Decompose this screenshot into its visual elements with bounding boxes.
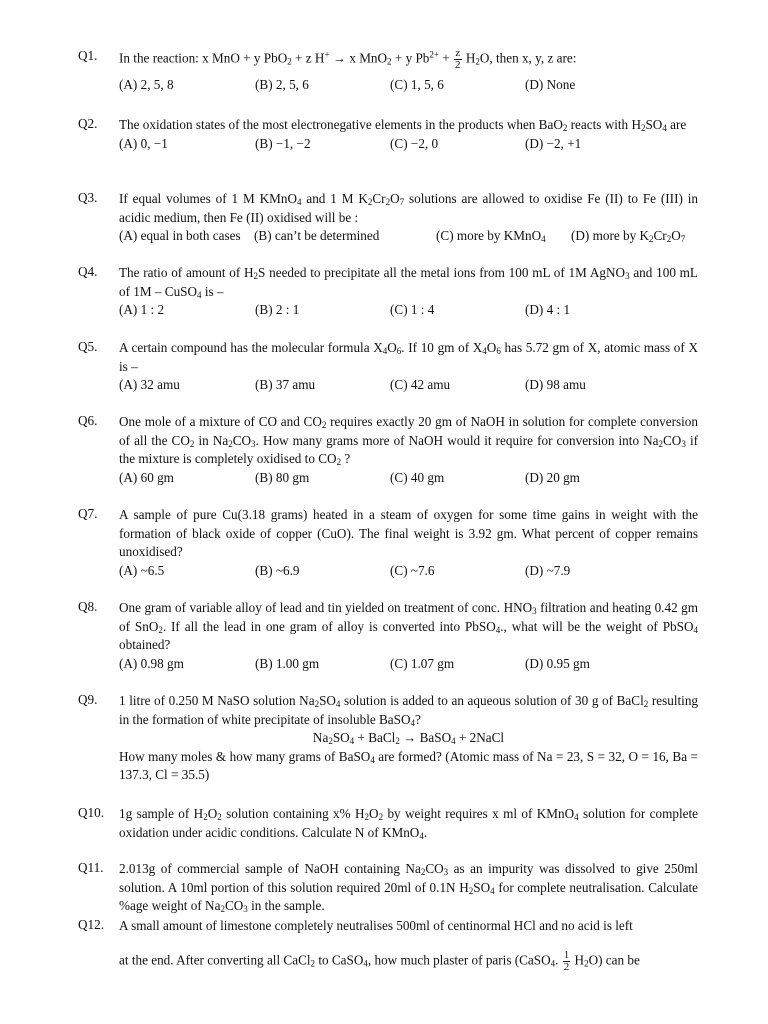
question-text: If equal volumes of 1 M KMnO$_4$ and 1 M $K_2Cr_2O_7$ solutions are allowed to oxidise Fe (II) to Fe (III) in acidic medium, then Fe (II) oxidised will be : [119,191,698,225]
question-text: One gram of variable alloy of lead and tin yielded on treatment of conc. $HNO_3$ filtration and heating 0.42 gm of SnO$_2$. If all the lead in one gram of alloy is converted into PbSO$_4$., what will be the weight of PbSO$_4$ obtained? [119,600,699,652]
option-c[interactable]: (C) 1 : 4 [390,302,435,317]
question-number: Q2. [78,116,98,131]
option-b[interactable]: (B) 1.00 gm [255,655,320,671]
option-c[interactable]: (C) 1, 5, 6 [390,77,444,92]
reaction-arrow-icon: → [403,730,417,745]
question-number: Q8. [78,599,98,614]
option-a[interactable]: (A) ~6.5 [119,562,165,578]
question-number: Q9. [78,692,98,707]
option-c[interactable]: (C) 40 gm [390,469,445,485]
question-2 [78,116,698,153]
option-c[interactable]: (C) 1.07 gm [390,655,455,671]
option-a[interactable]: (A) 2, 5, 8 [119,77,174,92]
question-number: Q6. [78,413,98,428]
question-number: Q10. [78,805,105,820]
question-text-continued: How many moles & how many grams of BaSO$_4$ are formed? (Atomic mass of Na = 23, S = 32, O = 16, Ba = 137.3, Cl = 35.5) [119,748,698,782]
options-row [119,76,698,94]
option-c[interactable]: (C) −2, 0 [390,135,439,151]
question-number: Q11. [78,860,104,875]
option-d[interactable]: (D) more by $K_2Cr_2O_7$ [571,228,686,244]
question-number: Q12. [78,917,105,932]
question-text-continued: at the end. After converting all CaCl$_2$ to CaSO$_4$, how much plaster of paris (CaSO$_4$. $\frac{1}{2}$ $H_2O$) can be [119,948,640,973]
option-c[interactable]: (C) more by KMnO$_4$ [436,228,546,244]
question-text: In the reaction: x MnO + y PbO$_2$ + z H+ → x MnO$_2$ + y $Pb^{2+}$ + $\frac{z}{2}$ $H_2O$, then x, y, z are: [119,47,577,71]
question-6 [78,413,698,487]
question-11 [78,860,698,916]
options-row [119,227,698,245]
option-a[interactable]: (A) equal in both cases [119,228,241,243]
reaction-equation: $Na_2SO_4$ + BaCl$_2$ → BaSO$_4$ + 2NaCl [312,730,505,746]
option-a[interactable]: (A) 32 amu [119,377,180,392]
question-text: A certain compound has the molecular formula $X_4O_6$. If 10 gm of $X_4O_6$ has 5.72 gm of X, atomic mass of X is – [119,340,698,374]
option-d[interactable]: (D) ~7.9 [525,562,571,578]
option-a[interactable]: (A) 0.98 gm [119,655,184,671]
option-c[interactable]: (C) 42 amu [390,377,451,392]
option-b[interactable]: (B) 80 gm [255,469,310,485]
option-d[interactable]: (D) 20 gm [525,469,580,485]
question-10 [78,805,698,842]
question-number: Q1. [78,48,98,63]
option-b[interactable]: (B) 37 amu [255,377,316,392]
question-number: Q7. [78,506,98,521]
question-text: The ratio of amount of $H_2S$ needed to precipitate all the metal ions from 100 mL of 1M AgNO$_3$ and 100 mL of 1M – CuSO$_4$ is – [119,265,698,300]
option-d[interactable]: (D) 98 amu [525,377,586,392]
options-row [119,562,698,580]
question-8 [78,599,698,673]
options-row [119,376,698,394]
question-5 [78,339,698,394]
option-d[interactable]: (D) None [525,77,576,92]
option-a[interactable]: (A) 60 gm [119,469,174,485]
question-text: The oxidation states of the most electronegative elements in the products when BaO$_2$ reacts with $H_2SO_4$ are [119,117,687,133]
option-a[interactable]: (A) 1 : 2 [119,302,165,317]
question-text: 1g sample of $H_2O_2$ solution containing x% $H_2O_2$ by weight requires x ml of KMnO$_4$ solution for complete oxidation under acidic conditions. Calculate N of KMnO$_4$. [119,806,698,841]
option-b[interactable]: (B) ~6.9 [255,562,300,578]
question-number: Q4. [78,264,98,279]
fraction-z-over-2: $\frac{z}{2}$ [455,47,461,71]
question-number: Q5. [78,339,98,354]
options-row [119,135,698,153]
question-text: 1 litre of 0.250 M NaSO solution $Na_2SO_4$ solution is added to an aqueous solution of 30 g of BaCl$_2$ resulting in the formation of white precipitate of insoluble BaSO$_4$? [119,693,699,728]
option-d[interactable]: (D) 4 : 1 [525,302,571,317]
option-b[interactable]: (B) can’t be determined [254,228,380,243]
question-text: A sample of pure Cu(3.18 grams) heated in a steam of oxygen for some time gains in weight with the formation of black oxide of copper (CuO). The final weight is 3.92 gm. What percent of copper remains unoxidised? [119,507,698,559]
question-1 [78,48,698,94]
option-b[interactable]: (B) 2 : 1 [255,302,300,317]
option-d[interactable]: (D) 0.95 gm [525,655,590,671]
question-7 [78,506,698,580]
question-text: One mole of a mixture of CO and $CO_2$ requires exactly 20 gm of NaOH in solution for complete conversion of all the $CO_2$ in $Na_2CO_3$. How many grams more of NaOH would it require for conversion into $Na_2CO_3$ if the mixture is completely oxidised to $CO_2$ ? [119,414,698,467]
option-a[interactable]: (A) 0, −1 [119,135,168,151]
option-b[interactable]: (B) −1, −2 [255,135,311,151]
options-row [119,469,698,487]
options-row [119,655,698,673]
question-text: 2.013g of commercial sample of NaOH containing $Na_2CO_3$ as an impurity was dissolved to give 250ml solution. A 10ml portion of this solution required 20ml of 0.1N $H_2SO_4$ for complete neutralisation. Calculate %age weight of $Na_2CO_3$ in the sample. [119,861,698,914]
question-4 [78,264,698,319]
options-row [119,301,698,319]
question-number: Q3. [78,190,98,205]
question-12 [78,917,698,973]
option-c[interactable]: (C) ~7.6 [390,562,435,578]
option-d[interactable]: (D) −2, +1 [525,135,582,151]
question-text: A small amount of limestone completely neutralises 500ml of centinormal HCl and no acid is left [119,918,633,933]
fraction-one-half: $\frac{1}{2}$ [563,948,570,973]
question-9 [78,692,698,785]
question-3 [78,190,698,245]
option-b[interactable]: (B) 2, 5, 6 [255,77,309,92]
